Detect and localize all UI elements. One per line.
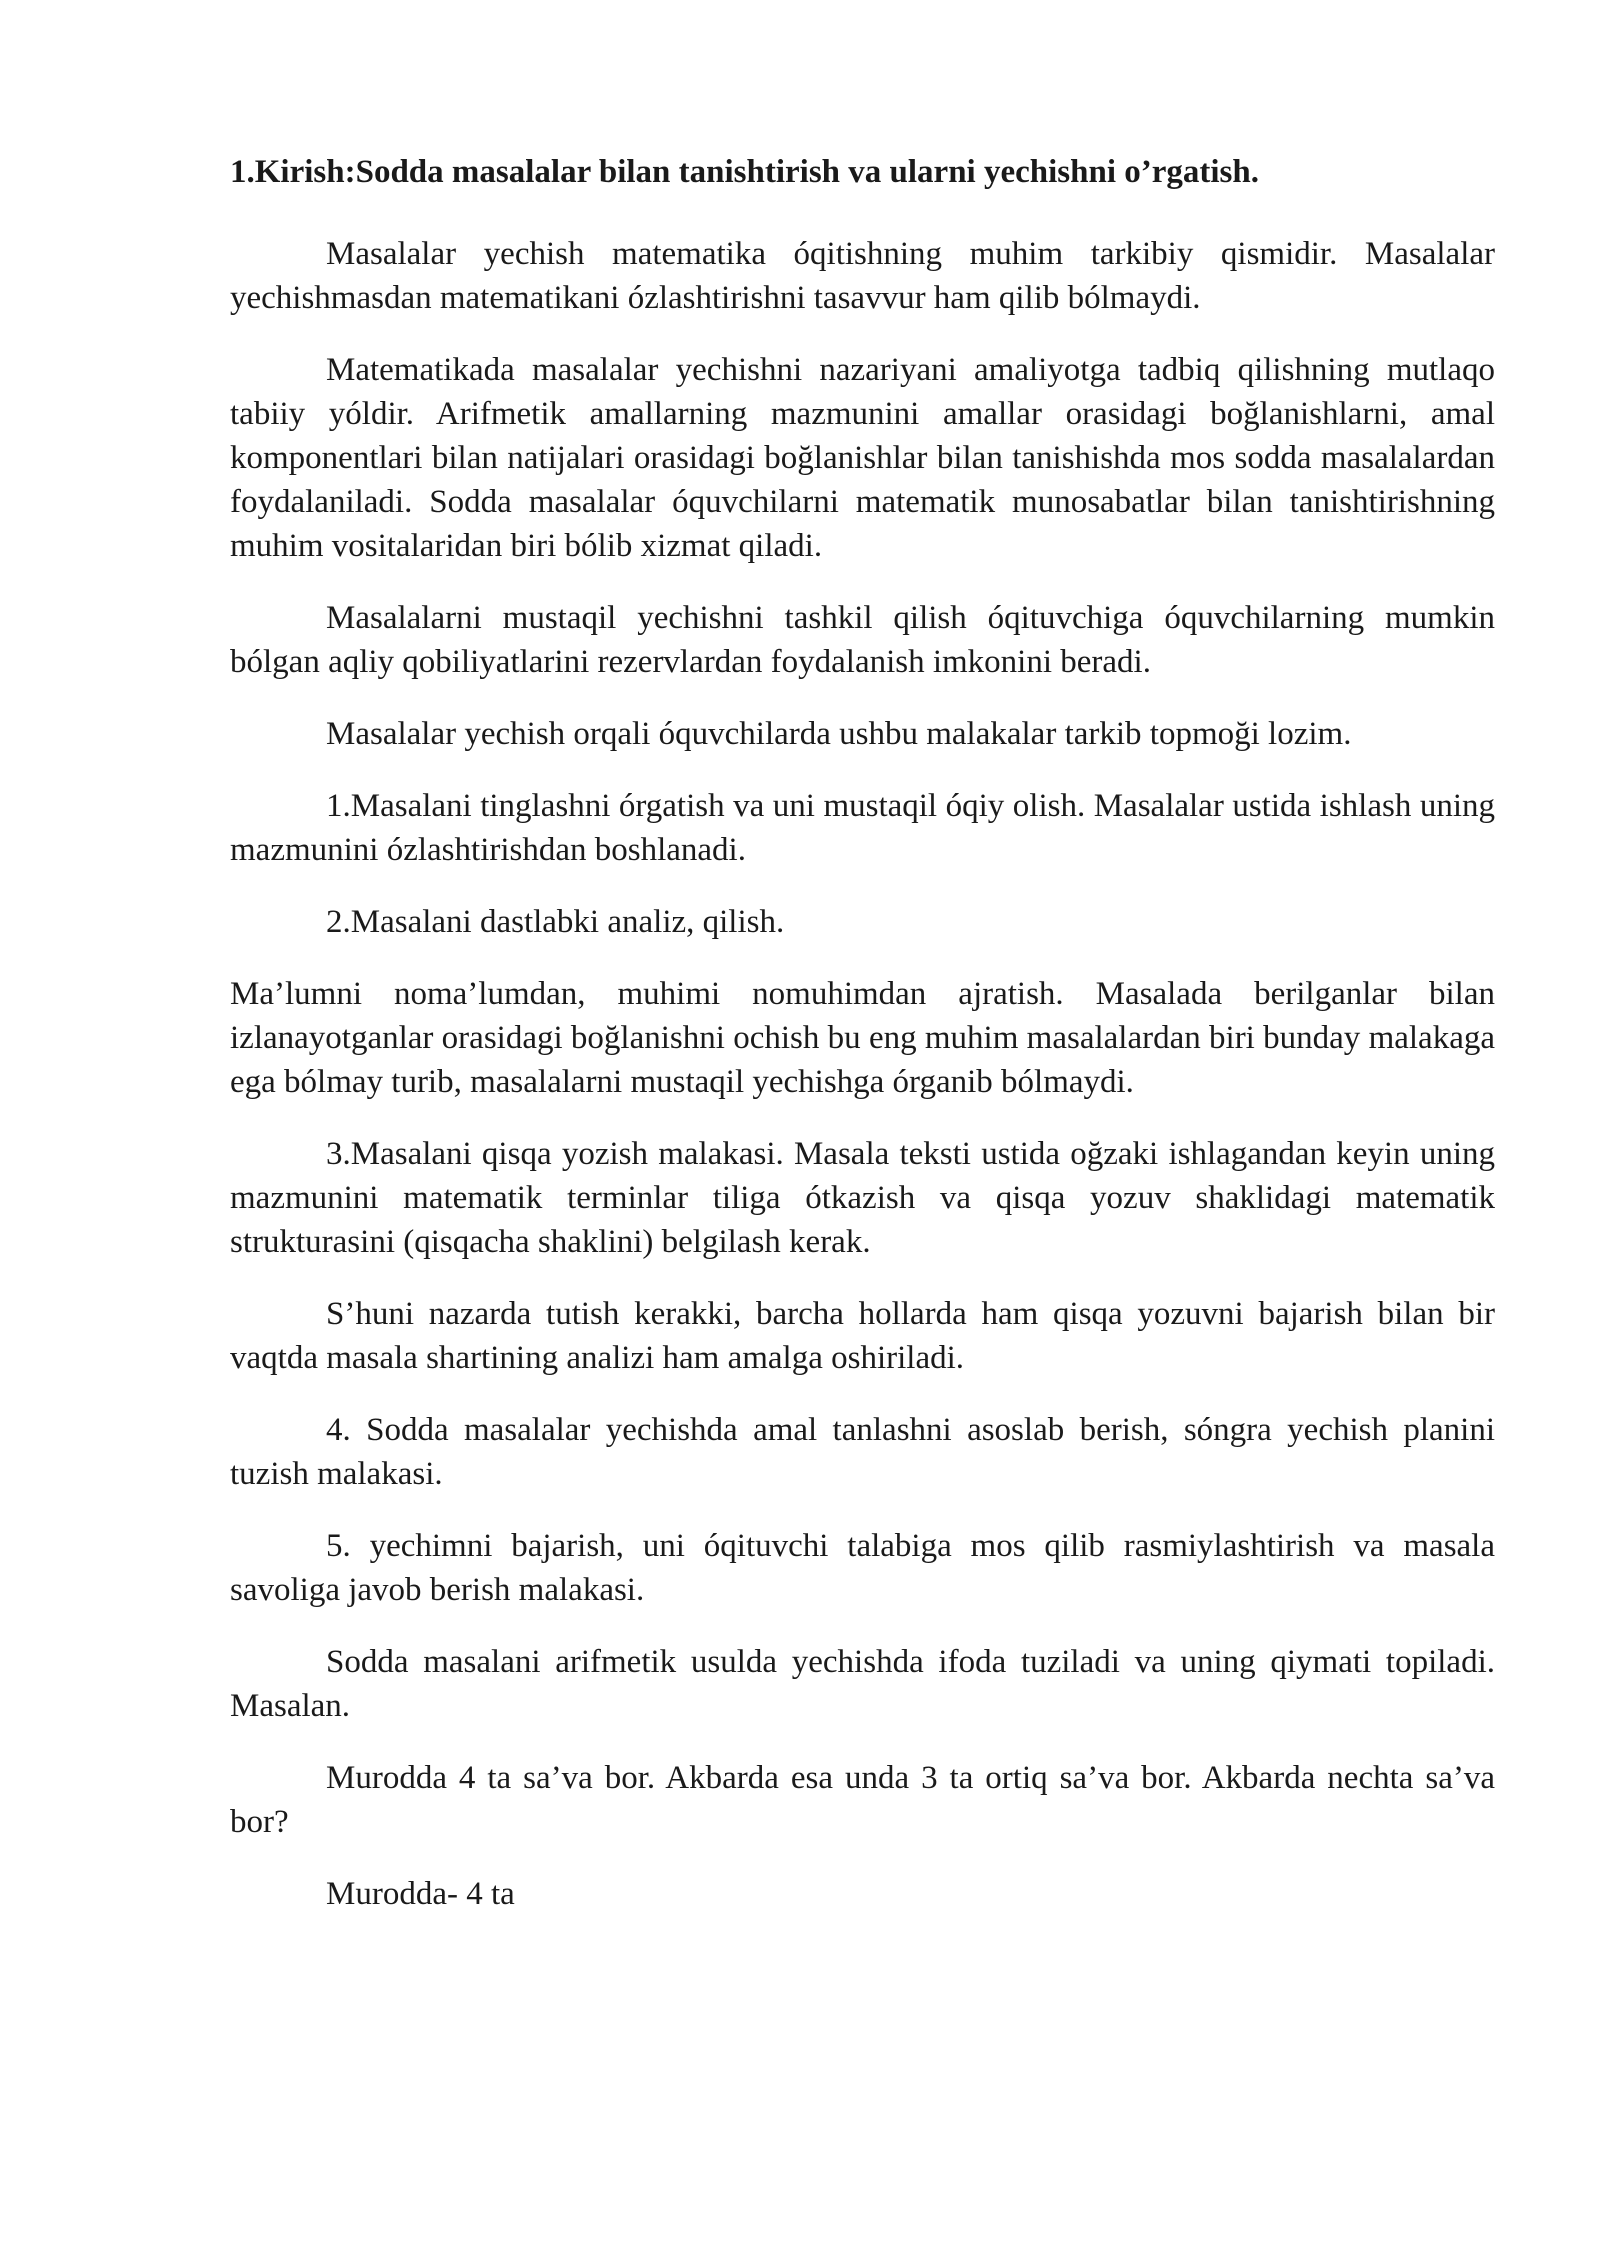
paragraph-skill-3: 3.Masalani qisqa yozish malakasi. Masala teksti ustida oğzaki ishlagandan keyin uning mazmunini matematik terminlar tiliga ótkazish va qisqa yozuv shaklidagi matematik strukturasini (qisqacha shaklini) belgilash kerak. — [230, 1136, 1495, 1260]
paragraph-example-problem: Murodda 4 ta sa’va bor. Akbarda esa unda 3 ta ortiq sa’va bor. Akbarda nechta sa’va bor? — [230, 1760, 1495, 1840]
paragraph-note: S’huni nazarda tutish kerakki, barcha hollarda ham qisqa yozuvni bajarish bilan bir vaqtda masala shartining analizi ham amalga oshiriladi. — [230, 1296, 1495, 1376]
paragraph-skill-4: 4. Sodda masalalar yechishda amal tanlashni asoslab berish, sóngra yechish planini tuzish malakasi. — [230, 1412, 1495, 1492]
document-page — [230, 150, 1495, 1916]
paragraph-independent-solving: Masalalarni mustaqil yechishni tashkil qilish óqituvchiga óquvchilarning mumkin bólgan aqliy qobiliyatlarini rezervlardan foydalanish imkonini beradi. — [230, 600, 1495, 680]
paragraph-theory-practice: Matematikada masalalar yechishni nazariyani amaliyotga tadbiq qilishning mutlaqo tabiiy yóldir. Arifmetik amallarning mazmunini amallar orasidagi boğlanishlarni, amal komponentlari bilan natijalari orasidagi boğlanishlar bilan tanishishda mos sodda masalalardan foydalaniladi. Sodda masalalar óquvchilarni matematik munosabatlar bilan tanishtirishning muhim vositalaridan biri bólib xizmat qiladi. — [230, 352, 1495, 564]
paragraph-example-given: Murodda- 4 ta — [326, 1876, 515, 1912]
paragraph-skills-intro: Masalalar yechish orqali óquvchilarda ushbu malakalar tarkib topmoği lozim. — [326, 716, 1352, 752]
document-heading: 1.Kirish:Sodda masalalar bilan tanishtirish va ularni yechishni o’rgatish. — [230, 154, 1259, 190]
paragraph-intro: Masalalar yechish matematika óqitishning muhim tarkibiy qismidir. Masalalar yechishmasdan matematikani ózlashtirishni tasavvur ham qilib bólmaydi. — [230, 236, 1495, 316]
paragraph-skill-1: 1.Masalani tinglashni órgatish va uni mustaqil óqiy olish. Masalalar ustida ishlash uning mazmunini ózlashtirishdan boshlanadi. — [230, 788, 1495, 868]
paragraph-arithmetic-method: Sodda masalani arifmetik usulda yechishda ifoda tuziladi va uning qiymati topiladi. Masalan. — [230, 1644, 1495, 1724]
paragraph-skill-2: 2.Masalani dastlabki analiz, qilish. — [326, 904, 785, 940]
paragraph-skill-5: 5. yechimni bajarish, uni óqituvchi talabiga mos qilib rasmiylashtirish va masala savoliga javob berish malakasi. — [230, 1528, 1495, 1608]
paragraph-known-unknown: Ma’lumni noma’lumdan, muhimi nomuhimdan ajratish. Masalada berilganlar bilan izlanayotganlar orasidagi boğlanishni ochish bu eng muhim masalalardan biri bunday malakaga ega bólmay turib, masalalarni mustaqil yechishga órganib bólmaydi. — [230, 976, 1495, 1100]
